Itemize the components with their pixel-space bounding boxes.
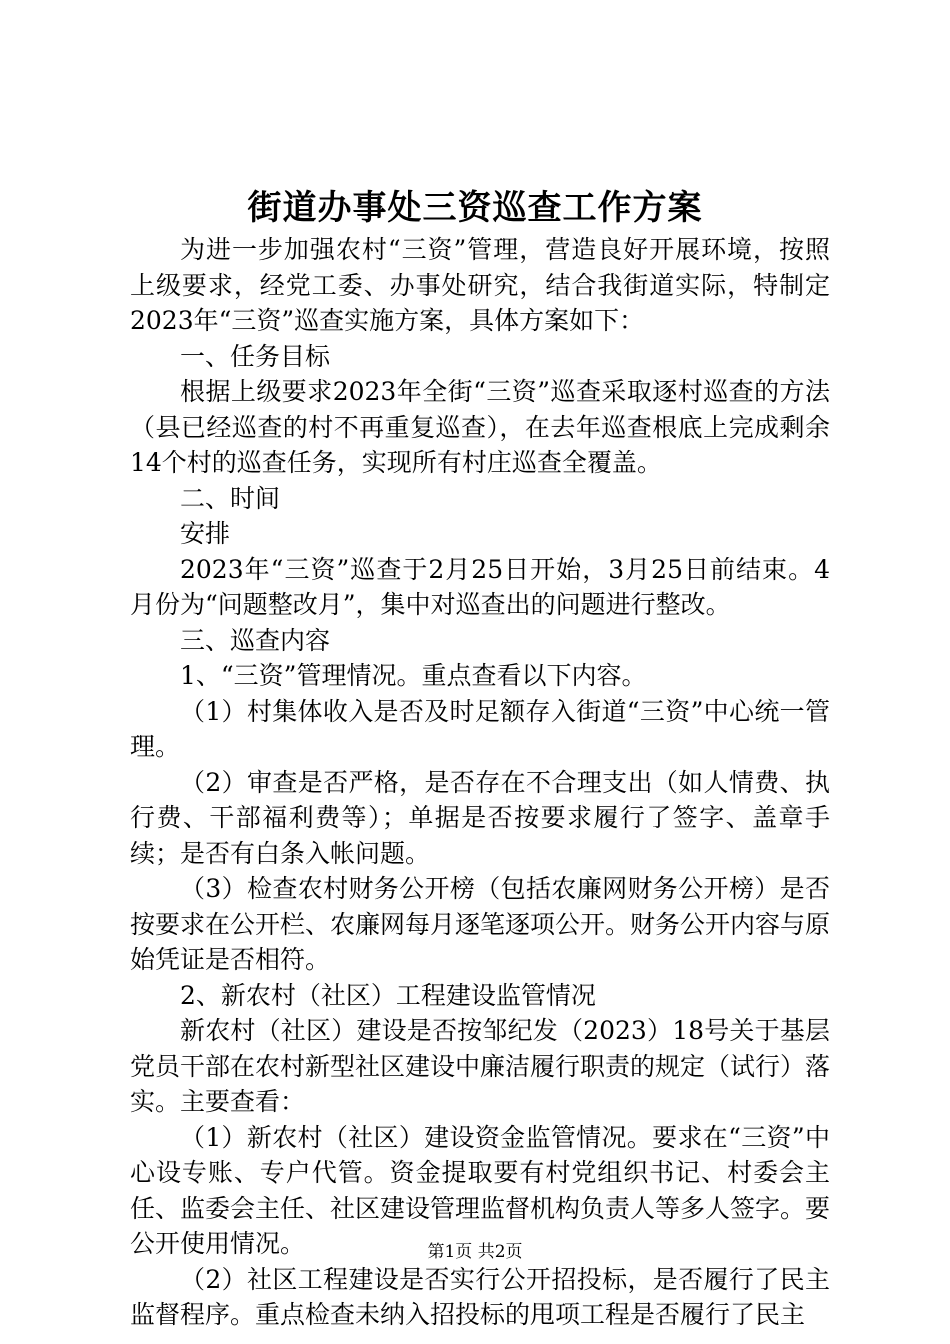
subsection-heading: 2、新农村（社区）工程建设监管情况 [180, 980, 596, 1010]
subsection-heading: 1、“三资”管理情况。重点查看以下内容。 [180, 661, 647, 690]
list-item: （2）审查是否严格，是否存在不合理支出（如人情费、执行费、干部福利费等）；单据是否按要求履行了签字、盖章手续；是否有白条入帐问题。 [130, 767, 830, 868]
list-item: （1）村集体收入是否及时足额存入街道“三资”中心统一管理。 [130, 696, 830, 761]
document-body [130, 232, 830, 1333]
paragraph: 新农村（社区）建设是否按邹纪发（2023）18号关于基层党员干部在农村新型社区建设中廉洁履行职责的规定（试行）落实。主要查看： [130, 1016, 831, 1116]
page-footer: 第1页 共2页 [427, 1242, 523, 1262]
section-heading: 二、时间 [180, 483, 281, 513]
section-heading: 一、任务目标 [180, 341, 331, 371]
paragraph: 安排 [180, 519, 231, 548]
paragraph: 为进一步加强农村“三资”管理，营造良好开展环境，按照上级要求，经党工委、办事处研究，结合我街道实际，特制定2023年“三资”巡查实施方案，具体方案如下： [130, 235, 830, 335]
section-heading: 三、巡查内容 [180, 625, 331, 655]
document-title: 街道办事处三资巡查工作方案 [247, 188, 703, 228]
paragraph: 2023年“三资”巡查于2月25日开始，3月25日前结束。4月份为“问题整改月”，集中对巡查出的问题进行整改。 [130, 554, 830, 619]
list-item: （3）检查农村财务公开榜（包括农廉网财务公开榜）是否按要求在公开栏、农廉网每月逐笔逐项公开。财务公开内容与原始凭证是否相符。 [130, 874, 831, 974]
list-item: （2）社区工程建设是否实行公开招投标，是否履行了民主监督程序。重点检查未纳入招投标的甩项工程是否履行了民主 [130, 1264, 830, 1329]
list-item: （1）新农村（社区）建设资金监管情况。要求在“三资”中心设专账、专户代管。资金提取要有村党组织书记、村委会主任、监委会主任、社区建设管理监督机构负责人等多人签字。要公开使用情况。 [130, 1122, 831, 1258]
paragraph: 根据上级要求2023年全街“三资”巡查采取逐村巡查的方法（县已经巡查的村不再重复巡查），在去年巡查根底上完成剩余14个村的巡查任务，实现所有村庄巡查全覆盖。 [130, 377, 830, 477]
